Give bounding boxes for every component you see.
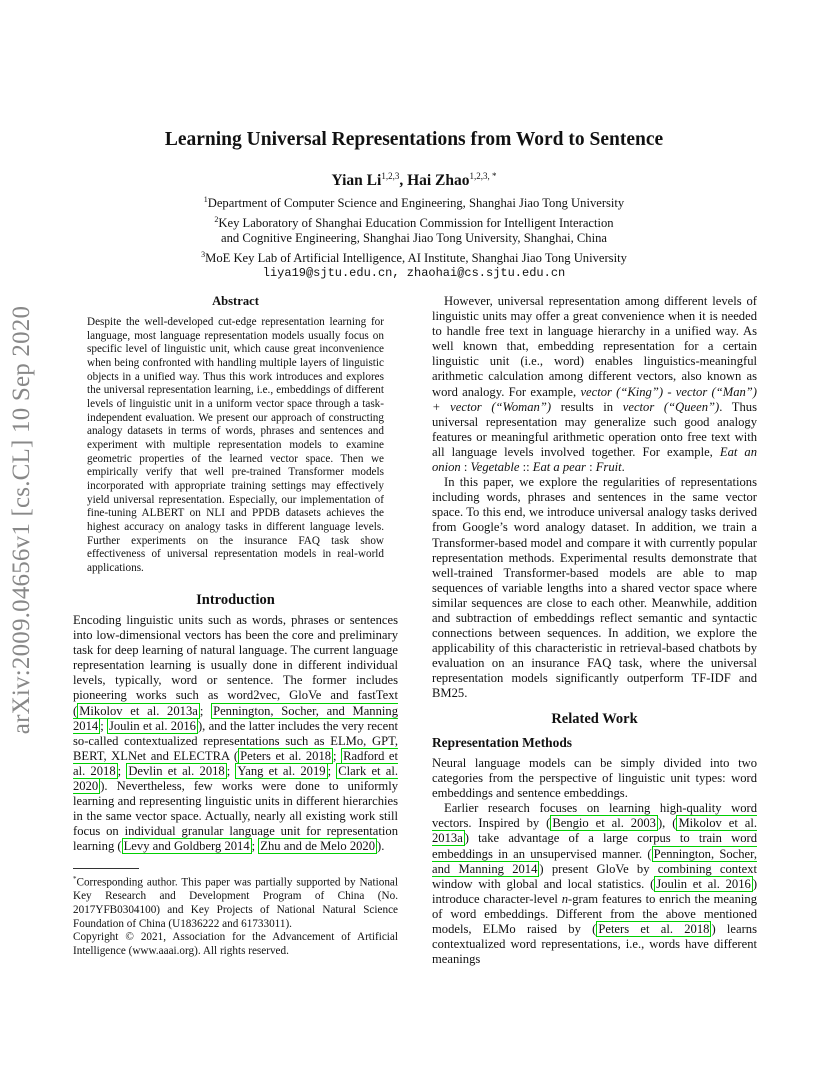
italic-text: Eat a pear — [532, 460, 586, 475]
affiliation-line — [0, 231, 828, 246]
affil-mark: 1 — [203, 195, 208, 204]
italic-text: Fruit — [595, 460, 622, 475]
author-name: Yian Li — [331, 172, 382, 190]
affiliation-line — [0, 192, 828, 212]
author-name: Hai Zhao — [407, 172, 470, 190]
introduction-section — [73, 592, 398, 855]
footnote-mark: * — [73, 875, 77, 883]
paper-title: Learning Universal Representations from Word to Sentence — [164, 129, 664, 150]
footnote-rule — [73, 868, 139, 869]
author-affil-mark: 1,2,3 — [381, 171, 400, 181]
author-emails: liya19@sjtu.edu.cn, zhaohai@cs.sjtu.edu.cn — [262, 266, 566, 281]
related-work-section — [432, 711, 757, 967]
affil-text: MoE Key Lab of Artificial Intelligence, AI Institute, Shanghai Jiao Tong University — [205, 250, 627, 265]
citation-link[interactable]: Joulin et al. 2016 — [656, 876, 751, 891]
representation-methods-heading: Representation Methods — [432, 735, 572, 750]
citation-link[interactable]: Mikolov et al. 2013a — [432, 816, 757, 846]
affiliation-line — [0, 247, 828, 267]
affil-text: and Cognitive Engineering, Shanghai Jiao Tong University, Shanghai, China — [221, 231, 607, 246]
introduction-heading: Introduction — [196, 592, 275, 608]
related-paragraph-1: Neural language models can be simply divided into two categories from the perspective of linguistic unit types: word embeddings and sentence embeddings. — [432, 756, 757, 801]
affil-mark: 3 — [201, 249, 206, 259]
right-column-body — [432, 294, 757, 702]
citation-link[interactable]: Bengio et al. 2003 — [552, 816, 656, 831]
citation-link[interactable]: Pennington, Socher, and Manning 2014 — [432, 846, 757, 876]
affil-text: Department of Computer Science and Engineering, Shanghai Jiao Tong University — [207, 196, 625, 211]
citation-link[interactable]: Joulin et al. 2016 — [108, 718, 196, 733]
italic-text: Vegetable — [470, 460, 520, 475]
citation-link[interactable]: Mikolov et al. 2013a — [79, 703, 198, 718]
abstract-heading: Abstract — [212, 294, 259, 308]
author-affil-mark: 1,2,3, * — [469, 171, 497, 181]
citation-link[interactable]: Pennington, Socher, and Manning 2014 — [73, 703, 398, 733]
abstract-body: Despite the well-developed cut-edge representation learning for language, most language representation models usually focus on specific level of linguistic unit, which cause great inconvenience when being confronted with handling multiple layers of linguistic objects in a unified way. Thus this work introduces and explores the universal representation learning, i.e., embeddings of different levels of linguistic unit in a uniform vector space through a task-independent evaluation. We present our approach of constructing analogy datasets in terms of words, phrases and sentences and experiment with multiple representation models to examine geometric properties of the learned vector space. Then we empirically verify that well pre-trained Transformer models incorporated with appropriate training settings may effectively yield universal representation. Especially, our implementation of fine-tuning ALBERT on NLI and PPDB datasets achieves the highest accuracy on analogy tasks in different language levels. Further experiments on the insurance FAQ task show effectiveness of universal representation models in real-world applications. — [87, 316, 384, 574]
author-separator: , — [399, 172, 408, 190]
italic-text: n — [561, 891, 569, 906]
citation-link[interactable]: Peters et al. 2018 — [598, 922, 710, 937]
italic-text: vector (“Queen”) — [622, 399, 720, 414]
arxiv-id: arXiv:2009.04656v1 [cs.CL] 10 Sep 2020 — [8, 305, 35, 735]
related-paragraph-2: Earlier research focuses on learning high-quality word vectors. Inspired by ( Bengio et al. 2003 ), ( Mikolov et al. 2013a ) take advantage of a large corpus to train word embeddings in an unsupervised manner. ( Pennington, Socher, and Manning 2014 ) present GloVe by combining context window with global and local statistics. ( Joulin et al. 2016 ) introduce character-level n-gram features to enrich the meaning of word embeddings. Different from the above mentioned models, ELMo raised by ( Peters et al. 2018 ) learns contextualized word representations, i.e., words have different meanings — [432, 801, 758, 967]
citation-link[interactable]: Zhu and de Melo 2020 — [260, 839, 376, 854]
intro-paragraph-2: However, universal representation among different levels of linguistic units may offer a great convenience when it is needed to handle free text in language hierarchy in a unified way. As well known that, embedding representation for a certain linguistic unit (i.e., word) enables linguistics-meaningful arithmetic calculation among different vectors, also known as word analogy. For example, vector (“King”) - vector (“Man”) + vector (“Woman”) results in vector (“Queen”). Thus universal representation may generalize such good analogy features or meaningful arithmetic operation onto free text with all language levels involved together. For example, Eat an onion : Vegetable :: Eat a pear : Fruit. — [432, 294, 758, 475]
affiliations — [0, 192, 828, 282]
corresponding-note — [73, 873, 398, 931]
citation-link[interactable]: Devlin et al. 2018 — [128, 763, 225, 778]
corresponding-text: Corresponding author. This paper was partially supported by National Key Research and Development Program of China (No. 2017YFB0304100) and Key Projects of National Natural Science Foundation of China (U1836222 and 61733011). — [73, 876, 398, 930]
citation-link[interactable]: Peters et al. 2018 — [240, 748, 332, 763]
intro-paragraph-3: In this paper, we explore the regularities of representations including words, phrases and sentences in the same vector space. To this end, we introduce universal analogy tasks derived from Google’s word analogy dataset. In addition, we train a Transformer-based model and compare it with currently popular representation methods. Experimental results demonstrate that well-trained Transformer-based models are able to map sequences of variable lengths into a shared vector space where similar sequences are close to each other. Meanwhile, addition and subtraction of embeddings reflect semantic and syntactic connections between sequences. In addition, we explore the applicability of this characteristic in retrieval-based chatbots by evaluation on an insurance FAQ task, where the universal representation models significantly outperform TF-IDF and BM25. — [432, 475, 757, 701]
italic-text: vector (“King”) - vector (“Man”) + vector (“Woman”) — [432, 384, 757, 414]
affil-mark: 2 — [214, 214, 219, 224]
author-list — [0, 171, 828, 190]
intro-paragraph-1: Encoding linguistic units such as words, phrases or sentences into low-dimensional vectors has been the core and preliminary task for deep learning of natural language. The current language representation learning is usually done in different individual levels, typically, word or sentence. The former includes pioneering works such as word2vec, GloVe and fastText ( Mikolov et al. 2013a ; Pennington, Socher, and Manning 2014 ; Joulin et al. 2016 ), and the latter includes the very recent so-called contextualized representations such as ELMo, GPT, BERT, XLNet and ELECTRA ( Peters et al. 2018 ; Radford et al. 2018 ; Devlin et al. 2018 ; Yang et al. 2019 ; Clark et al. 2020 ). Nevertheless, few works were done to uniformly learning and representing linguistic units in different hierarchies in the same vector space. Actually, nearly all existing work still focus on individual granular language unit for representation learning ( Levy and Goldberg 2014 ; Zhu and de Melo 2020 ). — [73, 613, 398, 854]
related-work-body — [432, 756, 757, 967]
citation-link[interactable]: Clark et al. 2020 — [73, 763, 398, 794]
citation-link[interactable]: Levy and Goldberg 2014 — [123, 839, 250, 854]
affil-text: Key Laboratory of Shanghai Education Commission for Intelligent Interaction — [218, 215, 614, 230]
citation-link[interactable]: Radford et al. 2018 — [73, 748, 398, 778]
copyright-note: Copyright © 2021, Association for the Advancement of Artificial Intelligence (www.aaai.org). All rights reserved. — [73, 931, 398, 957]
affiliation-line — [0, 212, 828, 232]
related-work-heading: Related Work — [551, 711, 638, 727]
italic-text: Eat an onion — [432, 444, 758, 475]
footnote — [73, 873, 398, 958]
citation-link[interactable]: Yang et al. 2019 — [237, 763, 326, 778]
introduction-body — [73, 613, 398, 855]
